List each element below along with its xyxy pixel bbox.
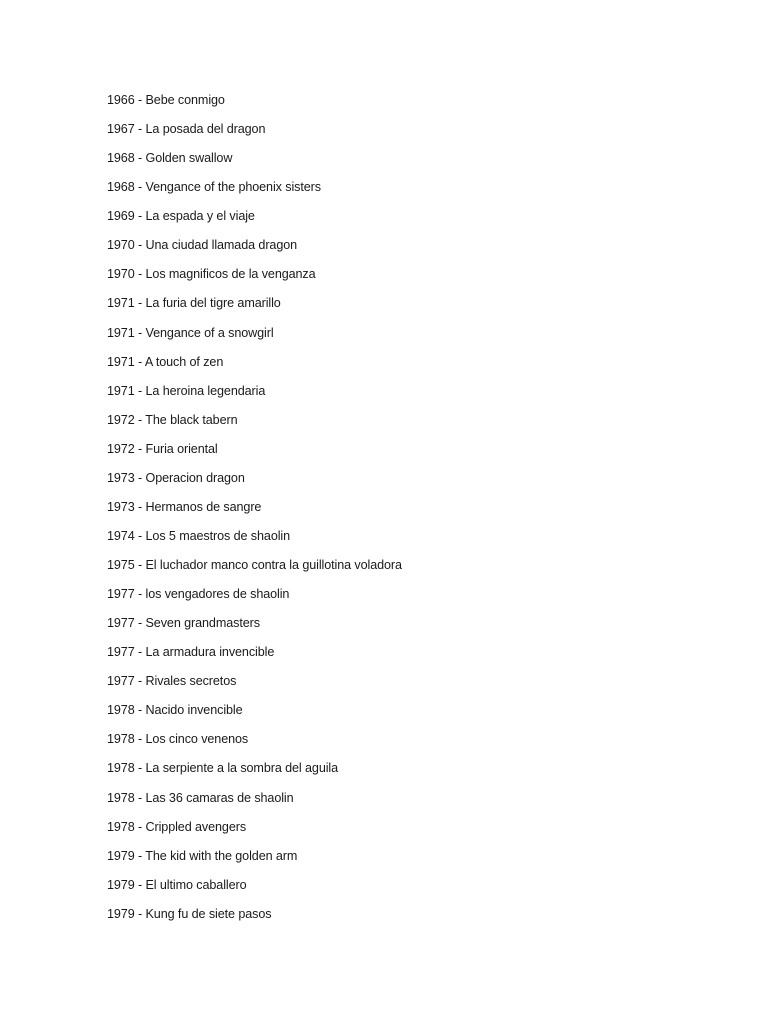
film-entry: 1971 - A touch of zen bbox=[107, 354, 224, 369]
film-entry: 1971 - La heroina legendaria bbox=[107, 383, 266, 398]
film-list bbox=[107, 90, 402, 933]
film-entry: 1969 - La espada y el viaje bbox=[107, 209, 255, 224]
film-entry: 1972 - Furia oriental bbox=[107, 441, 218, 456]
film-entry: 1978 - Los cinco venenos bbox=[107, 732, 249, 747]
film-entry: 1975 - El luchador manco contra la guillotina voladora bbox=[107, 558, 402, 572]
film-entry: 1970 - Una ciudad llamada dragon bbox=[107, 238, 298, 253]
film-entry: 1970 - Los magnificos de la venganza bbox=[107, 267, 316, 282]
film-entry: 1979 - El ultimo caballero bbox=[107, 877, 247, 892]
film-entry: 1977 - Seven grandmasters bbox=[107, 616, 260, 631]
film-entry: 1971 - Vengance of a snowgirl bbox=[107, 325, 274, 340]
film-entry: 1977 - La armadura invencible bbox=[107, 645, 275, 660]
film-entry: 1971 - La furia del tigre amarillo bbox=[107, 296, 281, 311]
film-entry: 1974 - Los 5 maestros de shaolin bbox=[107, 528, 291, 543]
film-entry: 1977 - Rivales secretos bbox=[107, 674, 237, 689]
film-entry: 1968 - Golden swallow bbox=[107, 151, 233, 166]
film-entry: 1973 - Operacion dragon bbox=[107, 470, 245, 485]
film-entry: 1979 - Kung fu de siete pasos bbox=[107, 906, 272, 921]
film-entry: 1978 - Las 36 camaras de shaolin bbox=[107, 790, 294, 805]
film-entry: 1973 - Hermanos de sangre bbox=[107, 499, 262, 514]
film-entry: 1966 - Bebe conmigo bbox=[107, 93, 225, 107]
film-entry: 1978 - Crippled avengers bbox=[107, 819, 247, 834]
film-entry: 1968 - Vengance of the phoenix sisters bbox=[107, 180, 321, 195]
film-entry: 1977 - los vengadores de shaolin bbox=[107, 587, 290, 602]
film-entry: 1972 - The black tabern bbox=[107, 412, 238, 427]
film-entry: 1967 - La posada del dragon bbox=[107, 122, 266, 137]
film-entry: 1978 - La serpiente a la sombra del aguila bbox=[107, 761, 339, 776]
film-entry: 1978 - Nacido invencible bbox=[107, 703, 243, 718]
film-entry: 1979 - The kid with the golden arm bbox=[107, 848, 298, 863]
